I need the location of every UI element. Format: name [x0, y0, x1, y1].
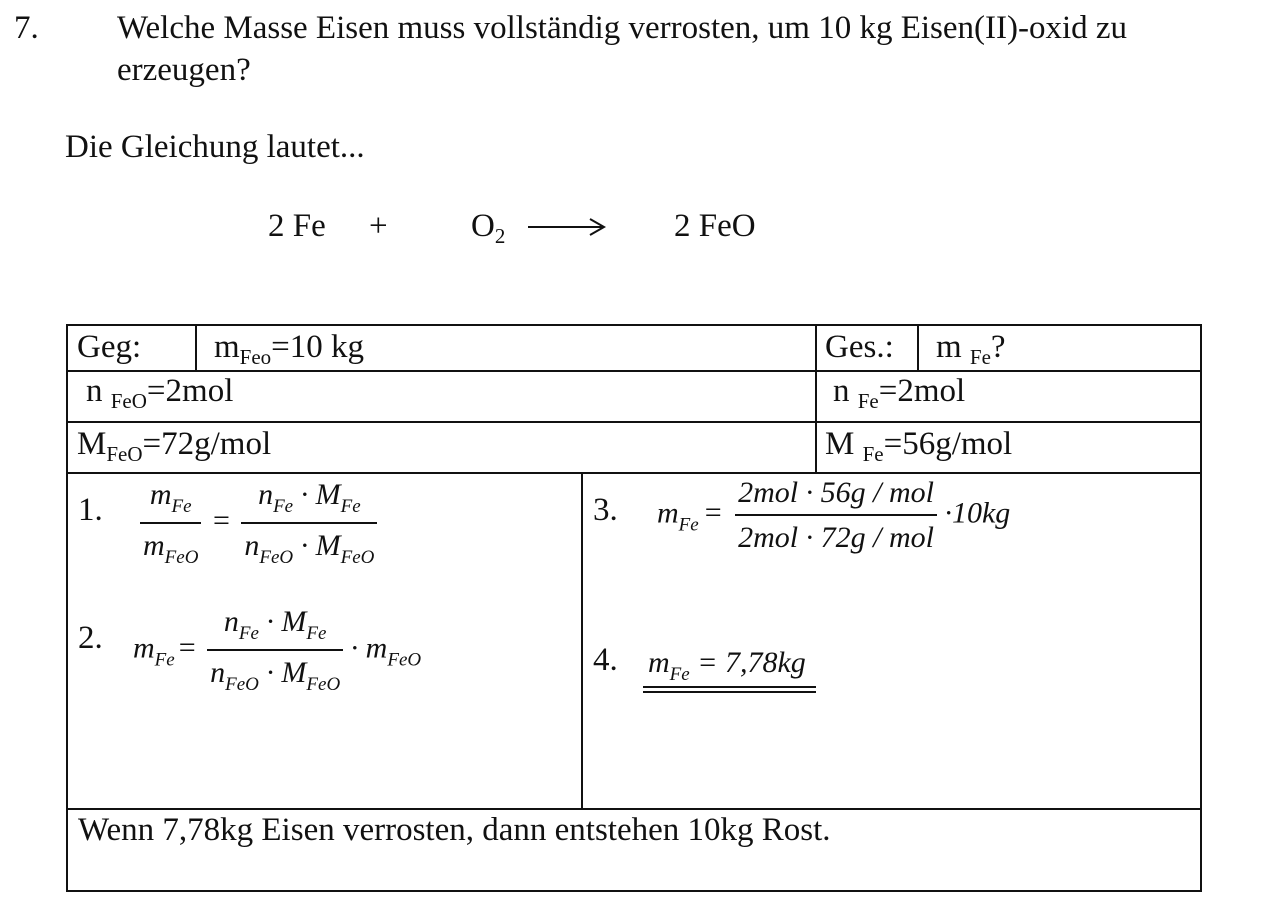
step-1-formula: $\frac{m_{Fe}}{m_{FeO}}$ = $\frac{n_{Fe} \cdot M_{Fe}}{n_{FeO} \cdot M_{FeO}}$ [140, 478, 377, 569]
step-1-label: 1. [78, 492, 103, 528]
product-iron-oxide: 2 FeO [674, 208, 756, 244]
amount-fe: n $_{Fe}$=2mol [833, 373, 966, 413]
step-4-label: 4. [593, 642, 618, 678]
step-2-formula: $m_{Fe}$ = $\frac{n_{Fe} \cdot M_{Fe}}{n_{FeO} \cdot M_{FeO}}$ · $m_{FeO}$ [133, 605, 422, 695]
conclusion-text: Wenn 7,78kg Eisen verrosten, dann entstehen 10kg Rost. [78, 812, 831, 848]
amount-feo: n $_{FeO}$=2mol [86, 373, 234, 413]
step-3-factor: ·10kg [944, 496, 1011, 530]
step-2-label: 2. [78, 620, 103, 656]
sought-mass-fe: m $_{Fe}$? [936, 329, 1006, 369]
molar-mass-feo: $M_{FeO}=72g$/mol [77, 426, 272, 466]
equation-intro: Die Gleichung lautet... [65, 129, 365, 165]
molar-mass-fe: M $_{Fe}$=56g/mol [825, 426, 1013, 466]
result-underline-2 [643, 691, 816, 693]
step-3-formula: $m_{Fe}$ = $\frac{\text{2mol · 56g / mol}}{\text{2mol · 72g / mol}}$ ·10kg [657, 476, 1011, 554]
step-4-result: $m_{Fe} = 7,78kg$ [648, 646, 806, 685]
reaction-arrow-icon [528, 215, 608, 239]
given-label: Geg: [77, 329, 142, 365]
question-line-2: erzeugen? [117, 52, 251, 88]
reactant-iron: 2 Fe [268, 208, 326, 244]
step-3-label: 3. [593, 492, 618, 528]
sought-label: Ges.: [825, 329, 894, 365]
task-number: 7. [14, 10, 39, 46]
given-mass-feo: $m_{Feo}=10$ kg [214, 329, 365, 369]
reactant-oxygen: $O_2$ [471, 208, 506, 248]
step-3-numerator: 2mol · 56g / mol [738, 476, 934, 509]
step-3-denominator: 2mol · 72g / mol [738, 521, 934, 554]
question-line-1: Welche Masse Eisen muss vollständig verrosten, um 10 kg Eisen(II)-oxid zu [117, 10, 1128, 46]
plus-sign: + [369, 208, 388, 244]
result-underline-1 [643, 686, 816, 688]
